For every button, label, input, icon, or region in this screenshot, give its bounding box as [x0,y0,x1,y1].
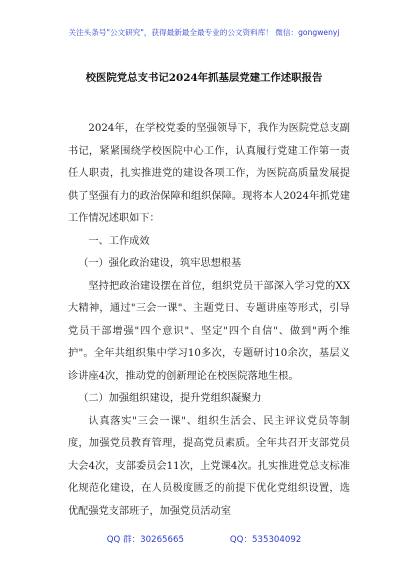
footer-qq-group: QQ 群：30265665 [106,535,184,545]
header-banner: 关注头条号"公文研究"，获得最新最全最专业的公文资料库！ 微信：gongwenyj [68,28,340,37]
organization-building-paragraph: 认真落实"三会一课"、组织生活会、民主评议党员等制度，加强党员教育管理，提高党员素质。全年共召开支部党员大会4次，支部委员会11次，上党课4次。扎实推进党总支标准化规范化建设，在人员极度匮乏的前提下优化党组织设置，选优配强党支部班子，加强党员活动室 [68,415,350,517]
subheading-organization-building: （二）加强组织建设，提升党组织凝聚力 [78,393,262,404]
section-heading-achievements: 一、工作成效 [88,235,150,247]
intro-paragraph: 2024年，在学校党委的坚强领导下，我作为医院党总支副书记，紧紧围绕学校医院中心工作，认真履行党建工作第一责任人职责，扎实推进党的建设各项工作，为医院高质量发展提供了坚强有力的政治保障和组织保障。现将本人2024年抓党建工作情况述职如下： [68,123,350,224]
document-title: 校医院党总支书记2024年抓基层党建工作述职报告 [85,72,323,84]
political-building-paragraph: 坚持把政治建设摆在首位，组织党员干部深入学习党的XX大精神，通过"三会一课"、主题党日、专题讲座等形式，引导党员干部增强"四个意识"、坚定"四个自信"、做到"两个维护"。全年共组织集中学习10多次，专题研讨10余次，基层义诊讲座4次，推动党的创新理论在校医院落地生根。 [68,280,350,382]
subheading-political-building: （一）强化政治建设，筑牢思想根基 [78,258,242,269]
footer-banner [0,533,408,545]
footer-qq-number: QQ：535304092 [229,535,302,545]
document-body [68,118,350,523]
